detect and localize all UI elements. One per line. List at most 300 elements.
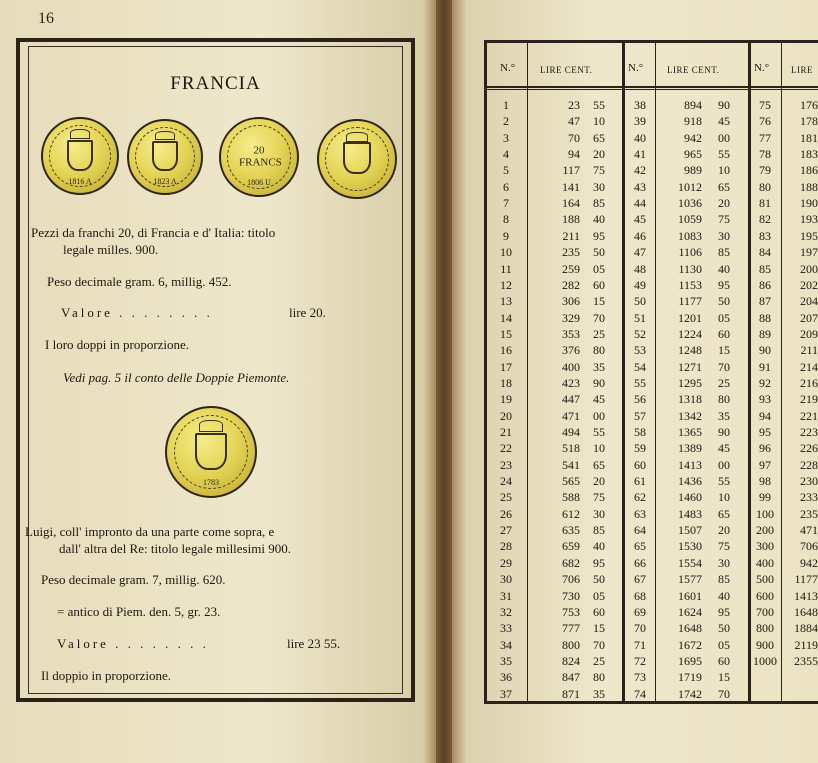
equivalence-line: = antico di Piem. den. 5, gr. 23. — [57, 604, 221, 619]
lire-value: 518 — [562, 441, 580, 456]
cent-value: 30 — [593, 179, 605, 194]
lire-value: 223 — [800, 425, 818, 439]
gold-coin-luigi-arms-icon — [165, 406, 257, 498]
row-number: 60 — [634, 457, 646, 472]
lire-value: 706 — [562, 572, 580, 587]
row-number: 82 — [759, 212, 771, 227]
row-number: 17 — [500, 359, 512, 374]
row-number: 65 — [634, 539, 646, 554]
row-number: 70 — [634, 621, 646, 636]
row-number: 900 — [756, 637, 774, 652]
cent-value: 45 — [718, 114, 730, 129]
row-number: 37 — [500, 686, 512, 701]
cent-value: 75 — [718, 539, 730, 554]
row-number: 88 — [759, 310, 771, 325]
cent-value: 55 — [593, 98, 605, 112]
value-amount: lire 20. — [289, 305, 326, 320]
lire-value: 178 — [800, 114, 818, 129]
cent-value: 90 — [718, 98, 730, 112]
cent-value: 50 — [593, 245, 605, 260]
lire-value: 1012 — [678, 179, 702, 194]
cent-value: 30 — [718, 555, 730, 570]
row-number: 30 — [500, 572, 512, 587]
row-number: 34 — [500, 637, 512, 652]
row-number: 25 — [500, 490, 512, 505]
lire-value: 47 — [568, 114, 580, 129]
row-number: 28 — [500, 539, 512, 554]
header-rule — [484, 86, 818, 88]
row-number: 19 — [500, 392, 512, 407]
cent-value: 20 — [718, 523, 730, 538]
cent-value: 70 — [593, 637, 605, 652]
lire-value: 1177 — [678, 294, 702, 309]
row-number: 45 — [634, 212, 646, 227]
lire-value: 183 — [800, 147, 818, 162]
row-number: 41 — [634, 147, 646, 162]
row-number: 43 — [634, 179, 646, 194]
row-number: 84 — [759, 245, 771, 260]
row-number: 7 — [503, 196, 509, 211]
cross-reference: Vedi pag. 5 il conto delle Doppie Piemonte. — [63, 370, 290, 385]
lire-value: 2119 — [794, 637, 818, 652]
page-number: 16 — [38, 10, 54, 27]
lire-value: 871 — [562, 686, 580, 701]
lire-value: 1507 — [678, 523, 702, 538]
lire-value: 894 — [684, 98, 702, 112]
cent-value: 95 — [593, 555, 605, 570]
row-number: 24 — [500, 474, 512, 489]
lire-value: 447 — [562, 392, 580, 407]
lire-value: 1318 — [678, 392, 702, 407]
coin-denomination: 20 FRANCS — [239, 144, 282, 168]
row-number: 20 — [500, 408, 512, 423]
cent-value: 55 — [593, 425, 605, 439]
lire-value: 1224 — [678, 326, 702, 341]
row-number: 16 — [500, 343, 512, 358]
weight-line: Peso decimale gram. 6, millig. 452. — [47, 274, 232, 289]
cent-value: 00 — [718, 130, 730, 145]
cent-value: 85 — [718, 245, 730, 260]
lire-value: 471 — [562, 408, 580, 423]
shield-icon — [343, 142, 370, 174]
cent-value: 90 — [593, 375, 605, 390]
lire-value: 1554 — [678, 555, 702, 570]
row-number: 21 — [500, 425, 512, 439]
row-number: 18 — [500, 375, 512, 390]
cent-value: 20 — [593, 147, 605, 162]
row-number: 69 — [634, 604, 646, 619]
lire-value: 1601 — [678, 588, 702, 603]
row-number: 44 — [634, 196, 646, 211]
luigi-description-line2: dall' altra del Re: titolo legale millesimi 900. — [59, 541, 291, 556]
lire-value: 1130 — [678, 261, 702, 276]
row-number: 79 — [759, 163, 771, 178]
lire-value: 228 — [800, 457, 818, 472]
row-number: 91 — [759, 359, 771, 374]
row-number: 71 — [634, 637, 646, 652]
cent-value: 75 — [593, 490, 605, 505]
cent-value: 50 — [593, 572, 605, 587]
cent-value: 05 — [593, 261, 605, 276]
cent-value: 95 — [718, 604, 730, 619]
row-number: 500 — [756, 572, 774, 587]
row-number: 59 — [634, 441, 646, 456]
lire-value: 847 — [562, 670, 580, 685]
coin-year: 1823 A — [153, 176, 177, 186]
lire-value: 141 — [562, 179, 580, 194]
header-number-3: N.° — [754, 62, 770, 74]
cent-value: 95 — [718, 277, 730, 292]
lire-value: 1153 — [678, 277, 702, 292]
row-number: 90 — [759, 343, 771, 358]
row-number: 12 — [500, 277, 512, 292]
value-label: Valore . . . . . . . . — [61, 305, 213, 320]
row-number: 26 — [500, 506, 512, 521]
lire-value: 70 — [568, 130, 580, 145]
cent-value: 25 — [593, 326, 605, 341]
row-number: 13 — [500, 294, 512, 309]
cent-value: 60 — [718, 326, 730, 341]
header-lire-cent-2: LIRE CENT. — [667, 65, 720, 75]
row-number: 3 — [503, 130, 509, 145]
lire-value: 1059 — [678, 212, 702, 227]
lire-value: 588 — [562, 490, 580, 505]
lire-value: 221 — [800, 408, 818, 423]
row-number: 77 — [759, 130, 771, 145]
cent-value: 50 — [718, 294, 730, 309]
francia-panel — [16, 38, 415, 702]
row-number: 94 — [759, 408, 771, 423]
row-number: 600 — [756, 588, 774, 603]
header-lire-cent-1: LIRE CENT. — [540, 65, 593, 75]
value-amount-2: lire 23 55. — [287, 636, 341, 651]
lire-value: 800 — [562, 637, 580, 652]
cent-value: 35 — [718, 408, 730, 423]
row-number: 74 — [634, 686, 646, 701]
row-number: 100 — [756, 506, 774, 521]
cent-value: 05 — [718, 310, 730, 325]
coin-description-line1: Pezzi da franchi 20, di Francia e d' Italia: titolo — [31, 225, 276, 240]
row-number: 11 — [500, 261, 512, 276]
lire-value: 353 — [562, 326, 580, 341]
cent-value: 95 — [593, 228, 605, 243]
row-number: 95 — [759, 425, 771, 439]
row-number: 14 — [500, 310, 512, 325]
lire-value: 1342 — [678, 408, 702, 423]
lire-value: 207 — [800, 310, 818, 325]
row-number: 85 — [759, 261, 771, 276]
row-number: 6 — [503, 179, 509, 194]
row-number: 39 — [634, 114, 646, 129]
lire-value: 235 — [562, 245, 580, 260]
cent-value: 15 — [593, 621, 605, 636]
row-number: 36 — [500, 670, 512, 685]
lire-value: 190 — [800, 196, 818, 211]
lire-value: 777 — [562, 621, 580, 636]
lire-value: 471 — [800, 523, 818, 538]
row-number: 10 — [500, 245, 512, 260]
lire-value: 706 — [800, 539, 818, 554]
row-number: 4 — [503, 147, 509, 162]
row-number: 99 — [759, 490, 771, 505]
row-number: 75 — [759, 98, 771, 112]
lire-value: 1742 — [678, 686, 702, 701]
cent-value: 35 — [593, 359, 605, 374]
row-number: 67 — [634, 572, 646, 587]
lire-value: 186 — [800, 163, 818, 178]
crown-icon — [199, 420, 224, 431]
lire-value: 230 — [800, 474, 818, 489]
lire-value: 188 — [800, 179, 818, 194]
lire-value: 209 — [800, 326, 818, 341]
cent-value: 35 — [593, 686, 605, 701]
lire-value: 219 — [800, 392, 818, 407]
cent-value: 05 — [718, 637, 730, 652]
column-rule — [655, 43, 656, 701]
row-number: 27 — [500, 523, 512, 538]
lire-value: 942 — [800, 555, 818, 570]
cent-value: 75 — [593, 163, 605, 178]
lire-value: 494 — [562, 425, 580, 439]
cent-value: 00 — [593, 408, 605, 423]
lire-value: 176 — [800, 98, 818, 112]
lire-value: 216 — [800, 375, 818, 390]
lire-value: 164 — [562, 196, 580, 211]
gold-coin-republique-20-francs-icon — [219, 117, 299, 197]
lire-value: 942 — [684, 130, 702, 145]
crown-icon — [70, 129, 91, 139]
lire-value: 1648 — [794, 604, 818, 619]
row-number: 8 — [503, 212, 509, 227]
double-note-2: Il doppio in proporzione. — [41, 668, 171, 683]
row-number: 81 — [759, 196, 771, 211]
cent-value: 90 — [718, 425, 730, 439]
lire-value: 200 — [800, 261, 818, 276]
row-number: 63 — [634, 506, 646, 521]
lire-value: 1295 — [678, 375, 702, 390]
row-number: 700 — [756, 604, 774, 619]
header-rule-thin — [484, 89, 818, 90]
row-number: 33 — [500, 621, 512, 636]
cent-value: 40 — [593, 212, 605, 227]
row-number: 68 — [634, 588, 646, 603]
lire-value: 682 — [562, 555, 580, 570]
cent-value: 75 — [718, 212, 730, 227]
row-number: 64 — [634, 523, 646, 538]
shield-icon — [152, 141, 178, 171]
coin-year: 1816 A — [68, 176, 92, 186]
row-number: 92 — [759, 375, 771, 390]
row-number: 5 — [503, 163, 509, 178]
cent-value: 65 — [593, 130, 605, 145]
header-lire-3: LIRE — [791, 65, 813, 75]
lire-value: 329 — [562, 310, 580, 325]
cent-value: 55 — [718, 147, 730, 162]
row-number: 78 — [759, 147, 771, 162]
lire-value: 541 — [562, 457, 580, 472]
row-number: 56 — [634, 392, 646, 407]
cent-value: 15 — [718, 343, 730, 358]
value-label-2: Valore . . . . . . . . — [57, 636, 209, 651]
cent-value: 40 — [593, 539, 605, 554]
lire-value: 989 — [684, 163, 702, 178]
row-number: 50 — [634, 294, 646, 309]
lire-value: 1884 — [794, 621, 818, 636]
lire-value: 282 — [562, 277, 580, 292]
cent-value: 85 — [718, 572, 730, 587]
cent-value: 30 — [593, 506, 605, 521]
lire-value: 824 — [562, 653, 580, 668]
row-number: 200 — [756, 523, 774, 538]
row-number: 96 — [759, 441, 771, 456]
cent-value: 60 — [593, 277, 605, 292]
weight-line-2: Peso decimale gram. 7, millig. 620. — [41, 572, 226, 587]
cent-value: 20 — [593, 474, 605, 489]
lire-value: 423 — [562, 375, 580, 390]
doubles-note: I loro doppi in proporzione. — [45, 337, 190, 352]
lire-value: 1413 — [794, 588, 818, 603]
row-number: 38 — [634, 98, 646, 112]
cent-value: 65 — [718, 179, 730, 194]
row-number: 73 — [634, 670, 646, 685]
cent-value: 40 — [718, 588, 730, 603]
row-number: 61 — [634, 474, 646, 489]
lire-value: 1483 — [678, 506, 702, 521]
row-number: 87 — [759, 294, 771, 309]
cent-value: 00 — [718, 457, 730, 472]
lire-value: 565 — [562, 474, 580, 489]
lire-value: 612 — [562, 506, 580, 521]
lire-value: 1177 — [794, 572, 818, 587]
row-number: 83 — [759, 228, 771, 243]
row-number: 800 — [756, 621, 774, 636]
lire-value: 181 — [800, 130, 818, 145]
cent-value: 25 — [593, 653, 605, 668]
row-number: 89 — [759, 326, 771, 341]
cent-value: 80 — [593, 343, 605, 358]
cent-value: 10 — [718, 163, 730, 178]
lire-value: 635 — [562, 523, 580, 538]
cent-value: 65 — [718, 506, 730, 521]
lire-value: 1365 — [678, 425, 702, 439]
lire-value: 400 — [562, 359, 580, 374]
row-number: 48 — [634, 261, 646, 276]
row-number: 80 — [759, 179, 771, 194]
lire-value: 376 — [562, 343, 580, 358]
column-rule — [781, 43, 782, 701]
row-number: 42 — [634, 163, 646, 178]
lire-value: 1530 — [678, 539, 702, 554]
lire-value: 226 — [800, 441, 818, 456]
row-number: 15 — [500, 326, 512, 341]
cent-value: 40 — [718, 261, 730, 276]
gold-coin-royal-arms-icon — [317, 119, 397, 199]
row-number: 86 — [759, 277, 771, 292]
book-gutter — [436, 0, 452, 763]
row-number: 98 — [759, 474, 771, 489]
lire-value: 235 — [800, 506, 818, 521]
row-number: 47 — [634, 245, 646, 260]
row-number: 32 — [500, 604, 512, 619]
cent-value: 30 — [718, 228, 730, 243]
row-number: 57 — [634, 408, 646, 423]
lire-value: 753 — [562, 604, 580, 619]
row-number: 9 — [503, 228, 509, 243]
row-number: 40 — [634, 130, 646, 145]
cent-value: 10 — [718, 490, 730, 505]
cent-value: 15 — [718, 670, 730, 685]
lire-value: 1271 — [678, 359, 702, 374]
coin-description-line2: legale milles. 900. — [63, 242, 159, 257]
lire-value: 1201 — [678, 310, 702, 325]
row-number: 400 — [756, 555, 774, 570]
cent-value: 25 — [718, 375, 730, 390]
lire-value: 1695 — [678, 653, 702, 668]
cent-value: 85 — [593, 523, 605, 538]
lire-value: 94 — [568, 147, 580, 162]
lire-value: 1036 — [678, 196, 702, 211]
lire-value: 306 — [562, 294, 580, 309]
cent-value: 45 — [718, 441, 730, 456]
column-rule-double — [622, 43, 625, 701]
row-number: 29 — [500, 555, 512, 570]
row-number: 66 — [634, 555, 646, 570]
lire-value: 117 — [562, 163, 580, 178]
row-number: 58 — [634, 425, 646, 439]
cent-value: 60 — [593, 604, 605, 619]
cent-value: 15 — [593, 294, 605, 309]
row-number: 62 — [634, 490, 646, 505]
page-title: FRANCIA — [170, 73, 261, 94]
lire-value: 1436 — [678, 474, 702, 489]
row-number: 72 — [634, 653, 646, 668]
crown-icon — [346, 132, 367, 142]
cent-value: 85 — [593, 196, 605, 211]
lire-value: 1413 — [678, 457, 702, 472]
cent-value: 70 — [718, 686, 730, 701]
lire-value: 1719 — [678, 670, 702, 685]
row-number: 97 — [759, 457, 771, 472]
lire-value: 259 — [562, 261, 580, 276]
cent-value: 60 — [718, 653, 730, 668]
header-number-1: N.° — [500, 62, 516, 74]
lire-value: 1389 — [678, 441, 702, 456]
lire-value: 730 — [562, 588, 580, 603]
lire-value: 204 — [800, 294, 818, 309]
row-number: 31 — [500, 588, 512, 603]
cent-value: 10 — [593, 114, 605, 129]
row-number: 76 — [759, 114, 771, 129]
shield-icon — [195, 433, 227, 470]
gold-coin-louis-xviii-shield-icon — [41, 117, 119, 195]
row-number: 35 — [500, 653, 512, 668]
lire-value: 1106 — [678, 245, 702, 260]
lire-value: 202 — [800, 277, 818, 292]
lire-value: 211 — [800, 343, 818, 358]
crown-icon — [155, 131, 175, 140]
lire-value: 965 — [684, 147, 702, 162]
row-number: 23 — [500, 457, 512, 472]
cent-value: 05 — [593, 588, 605, 603]
cent-value: 45 — [593, 392, 605, 407]
coin-year: 1783 — [203, 478, 219, 488]
lire-value: 23 — [568, 98, 580, 112]
column-rule — [527, 43, 528, 701]
lire-value: 659 — [562, 539, 580, 554]
lire-value: 195 — [800, 228, 818, 243]
row-number: 1000 — [753, 653, 777, 668]
row-number: 52 — [634, 326, 646, 341]
